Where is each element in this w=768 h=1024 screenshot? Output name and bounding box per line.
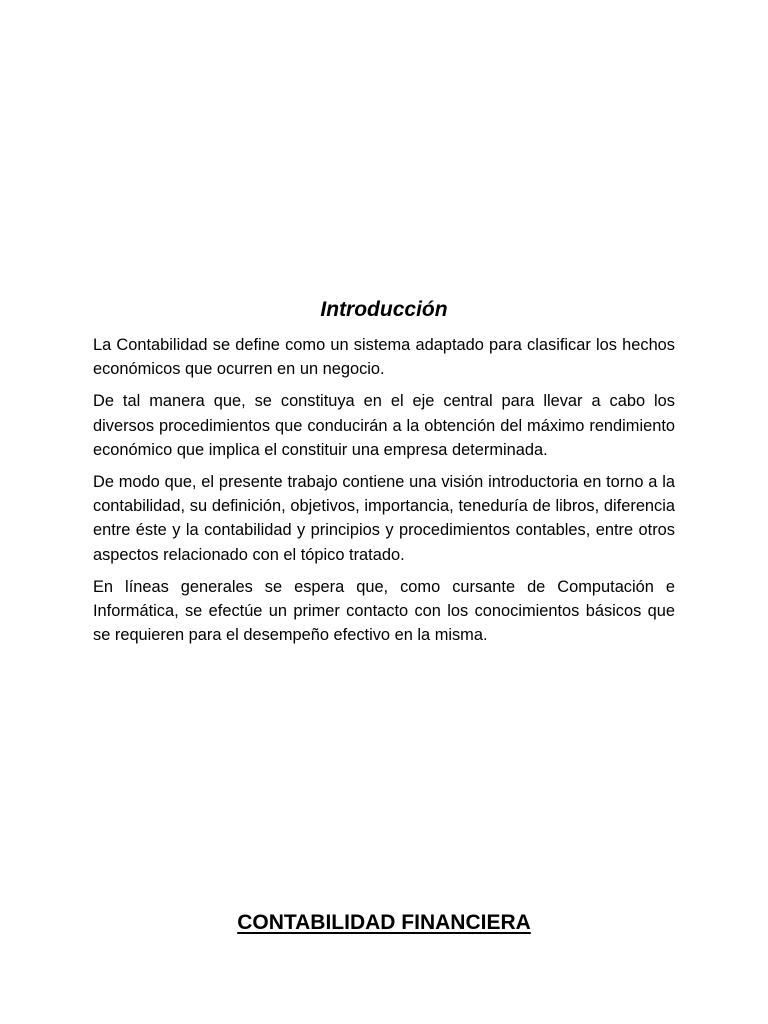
intro-paragraph-1: La Contabilidad se define como un sistema adaptado para clasificar los hechos económicos que ocurren en un negocio. [93,336,675,379]
intro-paragraph-4: En líneas generales se espera que, como cursante de Computación e Informática, se efectúe un primer contacto con los conocimientos básicos que se requieren para el desempeño efectivo en la misma. [93,577,675,645]
intro-title: Introducción [320,298,448,321]
section-title: CONTABILIDAD FINANCIERA [237,911,531,934]
intro-body [93,333,675,655]
intro-paragraph-3: De modo que, el presente trabajo contiene una visión introductoria en torno a la contabilidad, su definición, objetivos, importancia, teneduría de libros, diferencia entre éste y la contabilidad y principios y procedimientos contables, entre otros aspectos relacionado con el tópico tratado. [93,473,675,564]
intro-paragraph-2: De tal manera que, se constituya en el eje central para llevar a cabo los diversos procedimientos que conducirán a la obtención del máximo rendimiento económico que implica el constituir una empresa determinada. [93,392,675,459]
